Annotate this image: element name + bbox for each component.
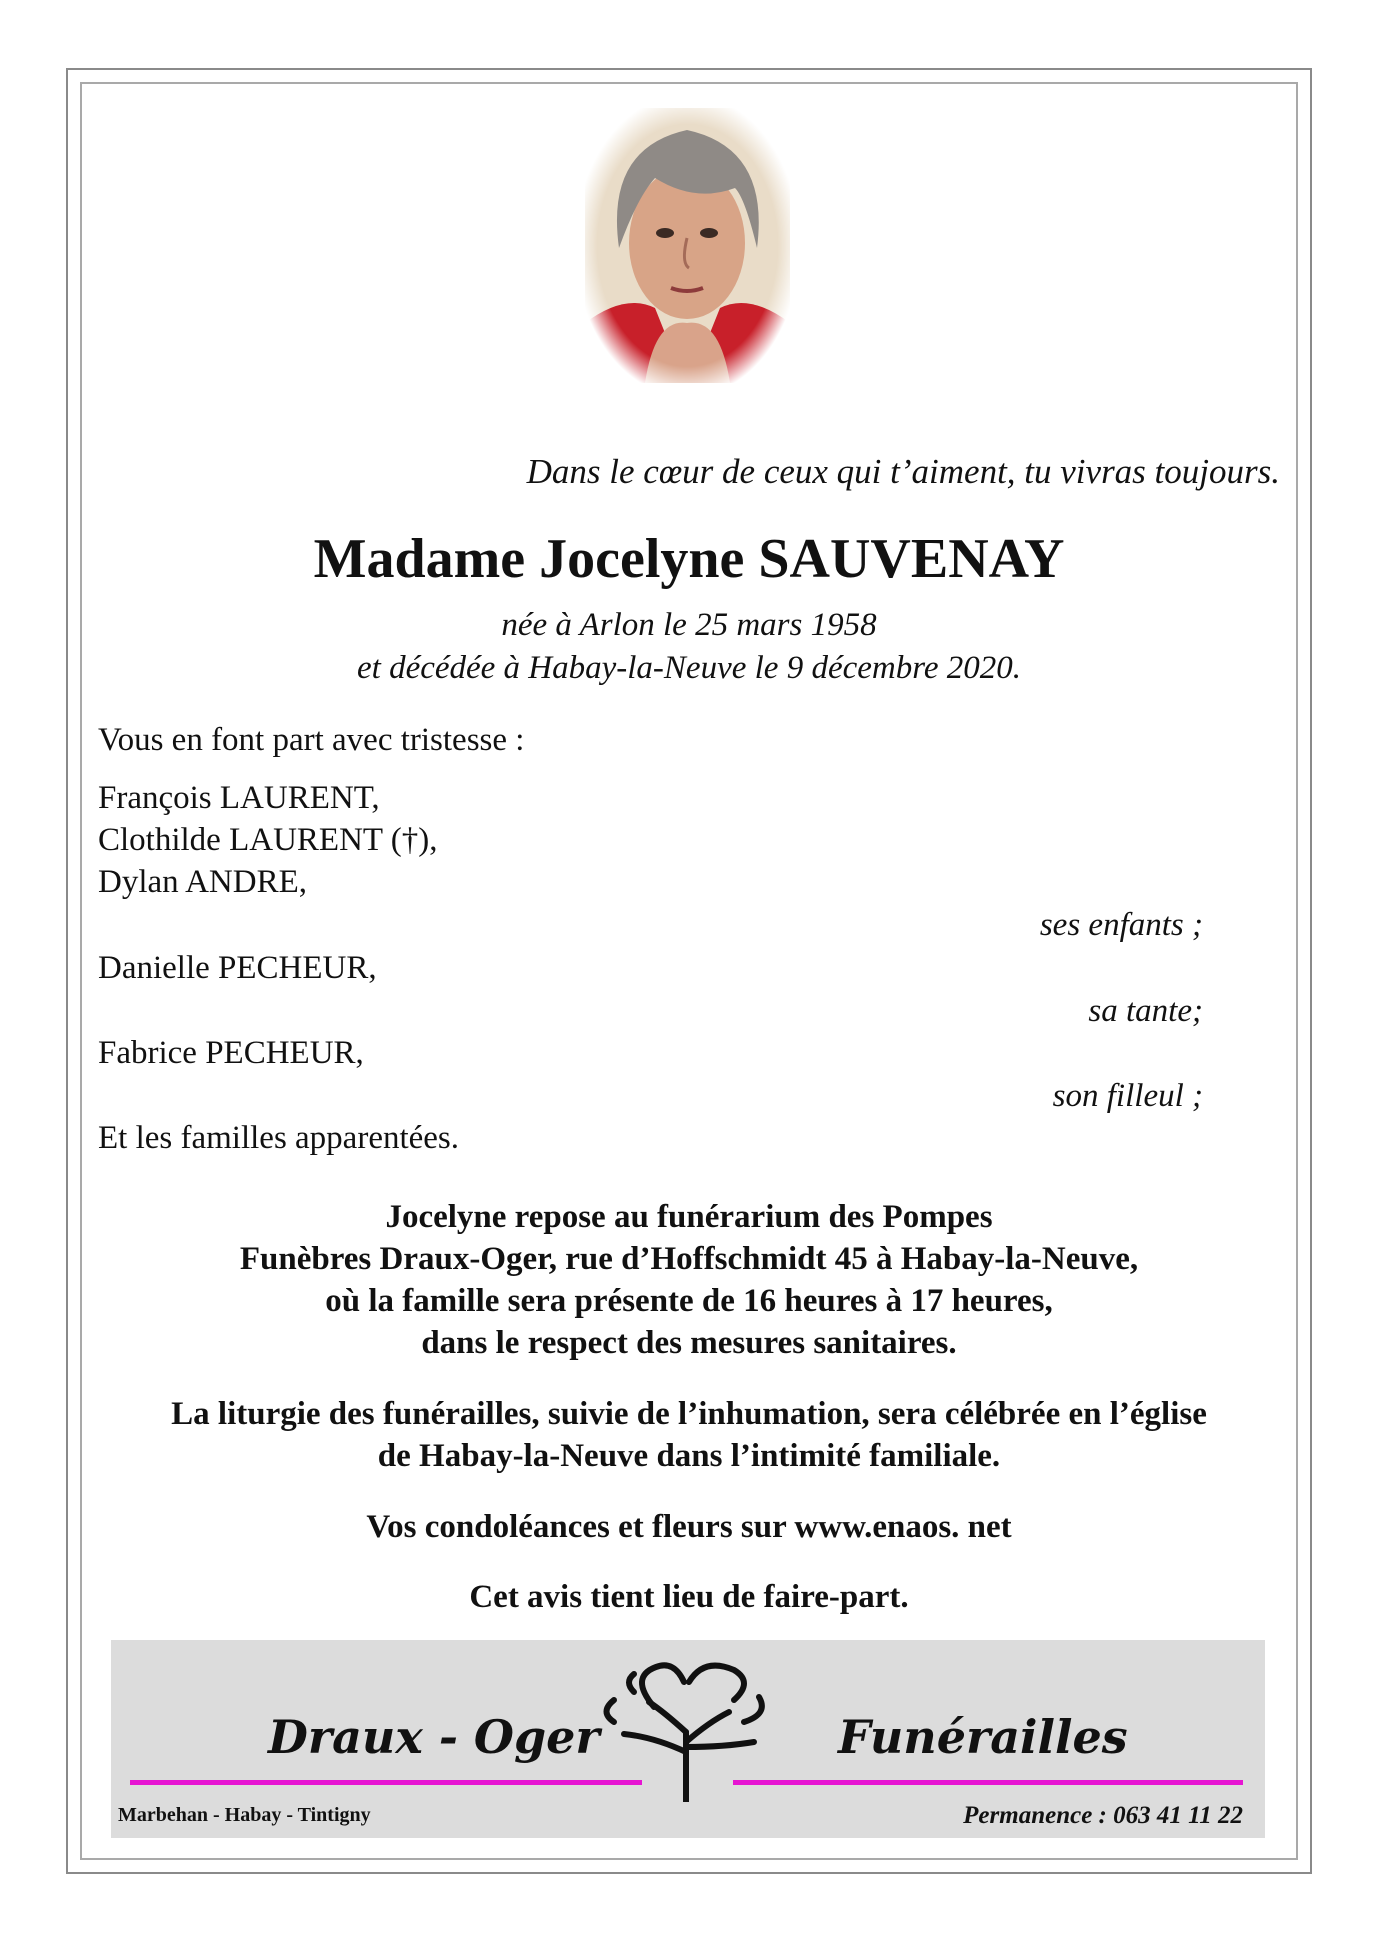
repose-line: Funèbres Draux-Oger, rue d’Hoffschmidt 45 à Habay-la-Neuve, xyxy=(239,1241,1139,1277)
brand-name: Draux - Oger xyxy=(268,1710,600,1764)
branch-towns: Marbehan - Habay - Tintigny xyxy=(118,1804,371,1826)
brand-tagline: Funérailles xyxy=(838,1710,1128,1764)
permanence-phone: Permanence : 063 41 11 22 xyxy=(963,1802,1243,1829)
deceased-name: Madame Jocelyne SAUVENAY xyxy=(313,528,1065,590)
portrait-photo xyxy=(585,108,790,383)
family-member: Fabrice PECHEUR, xyxy=(98,1035,364,1071)
tree-icon xyxy=(594,1652,779,1802)
verse-quote: Dans le cœur de ceux qui t’aiment, tu vivras toujours. xyxy=(526,452,1280,491)
condolences-text: Vos condoléances et fleurs sur www.enaos. net xyxy=(366,1509,1012,1545)
family-role: ses enfants ; xyxy=(1039,907,1203,943)
liturgy-line: La liturgie des funérailles, suivie de l’inhumation, sera célébrée en l’église xyxy=(171,1396,1207,1432)
family-member: Dylan ANDRE, xyxy=(98,864,307,900)
death-line: et décédée à Habay-la-Neuve le 9 décembre 2020. xyxy=(357,650,1021,686)
related-families: Et les familles apparentées. xyxy=(98,1120,460,1156)
family-member: François LAURENT, xyxy=(98,780,380,816)
birth-line: née à Arlon le 25 mars 1958 xyxy=(501,607,877,643)
accent-line-right xyxy=(733,1780,1243,1785)
family-role: sa tante; xyxy=(1088,993,1203,1029)
repose-line: dans le respect des mesures sanitaires. xyxy=(421,1325,957,1361)
family-member: Clothilde LAURENT (†), xyxy=(98,822,438,858)
accent-line-left xyxy=(130,1780,642,1785)
family-role: son filleul ; xyxy=(1052,1078,1203,1114)
repose-line: où la famille sera présente de 16 heures à 17 heures, xyxy=(325,1283,1053,1319)
liturgy-line: de Habay-la-Neuve dans l’intimité familiale. xyxy=(377,1438,1001,1474)
family-member: Danielle PECHEUR, xyxy=(98,950,377,986)
repose-line: Jocelyne repose au funérarium des Pompes xyxy=(385,1199,993,1235)
notice-text: Cet avis tient lieu de faire-part. xyxy=(469,1579,909,1615)
intro-text: Vous en font part avec tristesse : xyxy=(98,722,525,758)
